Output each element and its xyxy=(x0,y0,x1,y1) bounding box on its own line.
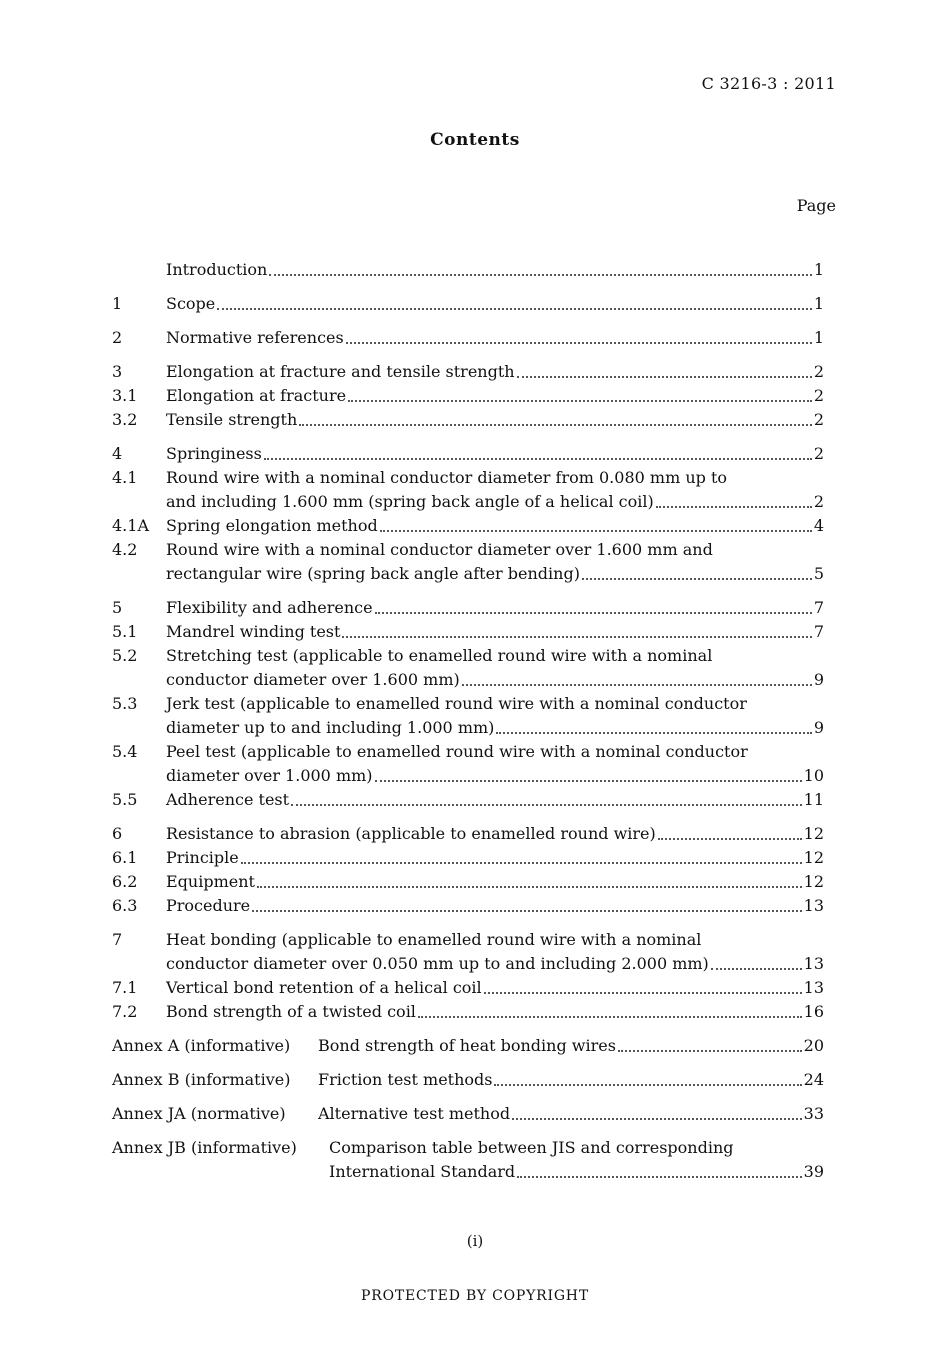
toc-section-number: 6 xyxy=(112,824,123,843)
toc-section-title: Adherence test xyxy=(166,790,290,809)
toc-dot-leader xyxy=(462,684,812,686)
toc-entry xyxy=(112,1068,824,1092)
toc-dot-leader xyxy=(291,804,802,806)
toc-section-title: Stretching test (applicable to enamelled round wire with a nominal xyxy=(166,646,713,665)
toc-section-title: conductor diameter over 1.600 mm) xyxy=(166,670,460,689)
toc-entry xyxy=(112,846,824,870)
toc-section-number: 4 xyxy=(112,444,123,463)
toc-dot-leader xyxy=(484,992,802,994)
toc-section-number: 5.1 xyxy=(112,622,138,641)
toc-dot-leader xyxy=(618,1050,802,1052)
toc-dot-leader xyxy=(252,910,802,912)
toc-section-number: 7.1 xyxy=(112,978,138,997)
toc-page-number: 2 xyxy=(813,492,824,511)
toc-annex-label: Annex B (informative) xyxy=(112,1070,291,1089)
toc-section-title: Procedure xyxy=(166,896,251,915)
toc-section-title: International Standard xyxy=(329,1162,516,1181)
toc-page-number: 12 xyxy=(803,872,824,891)
table-of-contents xyxy=(112,258,824,1184)
toc-section-title: Peel test (applicable to enamelled round wire with a nominal conductor xyxy=(166,742,748,761)
toc-page-number: 13 xyxy=(803,954,824,973)
toc-section-title: Vertical bond retention of a helical coil xyxy=(166,978,482,997)
toc-section-title: diameter up to and including 1.000 mm) xyxy=(166,718,495,737)
toc-entry xyxy=(112,258,824,282)
footer-copyright: PROTECTED BY COPYRIGHT xyxy=(361,1288,589,1304)
toc-section-title: Equipment xyxy=(166,872,255,891)
toc-section-title: Elongation at fracture xyxy=(166,386,347,405)
toc-section-title: Scope xyxy=(166,294,216,313)
toc-page-number: 10 xyxy=(803,766,824,785)
toc-entry xyxy=(112,870,824,894)
toc-entry xyxy=(112,620,824,644)
toc-section-title: Round wire with a nominal conductor diameter over 1.600 mm and xyxy=(166,540,713,559)
toc-dot-leader xyxy=(375,612,812,614)
toc-entry xyxy=(112,894,824,918)
toc-entry-continuation xyxy=(112,952,824,976)
toc-section-title: Flexibility and adherence xyxy=(166,598,373,617)
toc-section-title: Comparison table between JIS and corresponding xyxy=(329,1138,734,1157)
toc-dot-leader xyxy=(494,1084,801,1086)
toc-page-number: 1 xyxy=(813,328,824,347)
toc-page-number: 2 xyxy=(813,444,824,463)
toc-dot-leader xyxy=(348,400,812,402)
toc-section-title: Principle xyxy=(166,848,239,867)
toc-section-title: Friction test methods xyxy=(318,1070,493,1089)
toc-page-number: 2 xyxy=(813,386,824,405)
toc-section-number: 3.1 xyxy=(112,386,138,405)
toc-entry xyxy=(112,692,824,716)
toc-section-number: 4.1A xyxy=(112,516,149,535)
toc-section-title: Mandrel winding test xyxy=(166,622,341,641)
toc-section-number: 2 xyxy=(112,328,123,347)
toc-entry xyxy=(112,538,824,562)
toc-section-number: 6.1 xyxy=(112,848,138,867)
toc-section-title: conductor diameter over 0.050 mm up to and including 2.000 mm) xyxy=(166,954,709,973)
toc-page-number: 9 xyxy=(813,670,824,689)
toc-dot-leader xyxy=(375,780,802,782)
toc-section-title: Alternative test method xyxy=(318,1104,511,1123)
toc-section-number: 5.4 xyxy=(112,742,138,761)
toc-section-title: Introduction xyxy=(166,260,268,279)
toc-entry xyxy=(112,408,824,432)
toc-section-title: Bond strength of heat bonding wires xyxy=(318,1036,616,1055)
toc-entry xyxy=(112,596,824,620)
toc-dot-leader xyxy=(346,342,812,344)
toc-entry-continuation xyxy=(112,716,824,740)
footer-page-number: (i) xyxy=(466,1232,484,1250)
toc-section-number: 6.2 xyxy=(112,872,138,891)
toc-section-title: and including 1.600 mm (spring back angle of a helical coil) xyxy=(166,492,654,511)
toc-section-number: 5.5 xyxy=(112,790,138,809)
toc-annex-label: Annex JA (normative) xyxy=(112,1104,286,1123)
toc-dot-leader xyxy=(269,274,811,276)
toc-page-number: 5 xyxy=(813,564,824,583)
toc-section-title: Tensile strength xyxy=(166,410,298,429)
toc-entry xyxy=(112,788,824,812)
toc-page-number: 1 xyxy=(813,260,824,279)
toc-section-title: Jerk test (applicable to enamelled round wire with a nominal conductor xyxy=(166,694,747,713)
toc-section-number: 5.2 xyxy=(112,646,138,665)
toc-entry-continuation xyxy=(112,668,824,692)
toc-section-number: 3.2 xyxy=(112,410,138,429)
toc-entry xyxy=(112,740,824,764)
toc-dot-leader xyxy=(512,1118,802,1120)
toc-entry xyxy=(112,292,824,316)
toc-page-number: 24 xyxy=(803,1070,824,1089)
toc-dot-leader xyxy=(380,530,812,532)
toc-dot-leader xyxy=(711,968,802,970)
toc-section-number: 1 xyxy=(112,294,123,313)
toc-dot-leader xyxy=(299,424,812,426)
toc-annex-label: Annex A (informative) xyxy=(112,1036,291,1055)
toc-dot-leader xyxy=(656,506,812,508)
toc-section-title: Round wire with a nominal conductor diameter from 0.080 mm up to xyxy=(166,468,728,487)
toc-section-number: 7 xyxy=(112,930,123,949)
toc-page-number: 13 xyxy=(803,978,824,997)
toc-section-title: Normative references xyxy=(166,328,344,347)
toc-dot-leader xyxy=(517,1176,801,1178)
toc-entry xyxy=(112,514,824,538)
toc-entry-continuation xyxy=(112,562,824,586)
toc-page-number: 13 xyxy=(803,896,824,915)
toc-section-title: Heat bonding (applicable to enamelled round wire with a nominal xyxy=(166,930,702,949)
page-title: Contents xyxy=(430,130,520,150)
toc-entry xyxy=(112,384,824,408)
toc-dot-leader xyxy=(342,636,811,638)
toc-entry xyxy=(112,466,824,490)
toc-page-number: 12 xyxy=(803,848,824,867)
toc-page-number: 4 xyxy=(813,516,824,535)
toc-section-number: 4.1 xyxy=(112,468,138,487)
toc-entry xyxy=(112,976,824,1000)
toc-annex-label: Annex JB (informative) xyxy=(112,1138,297,1157)
toc-section-number: 5.3 xyxy=(112,694,138,713)
toc-entry-continuation xyxy=(112,1160,824,1184)
toc-page-number: 1 xyxy=(813,294,824,313)
toc-entry-continuation xyxy=(112,764,824,788)
toc-entry xyxy=(112,822,824,846)
toc-section-title: Resistance to abrasion (applicable to enamelled round wire) xyxy=(166,824,656,843)
toc-page-number: 2 xyxy=(813,410,824,429)
document-id: C 3216-3 : 2011 xyxy=(701,74,836,93)
toc-entry xyxy=(112,1102,824,1126)
page-column-label: Page xyxy=(796,196,836,215)
toc-dot-leader xyxy=(496,732,811,734)
toc-dot-leader xyxy=(241,862,802,864)
toc-entry xyxy=(112,928,824,952)
toc-section-number: 5 xyxy=(112,598,123,617)
toc-entry xyxy=(112,326,824,350)
toc-dot-leader xyxy=(517,376,812,378)
toc-page-number: 7 xyxy=(813,598,824,617)
toc-section-number: 6.3 xyxy=(112,896,138,915)
toc-dot-leader xyxy=(582,578,812,580)
toc-entry xyxy=(112,442,824,466)
toc-dot-leader xyxy=(658,838,802,840)
toc-dot-leader xyxy=(217,308,812,310)
toc-entry xyxy=(112,1034,824,1058)
toc-entry-continuation xyxy=(112,490,824,514)
toc-section-title: Spring elongation method xyxy=(166,516,378,535)
toc-entry xyxy=(112,1000,824,1024)
toc-page-number: 12 xyxy=(803,824,824,843)
toc-section-title: diameter over 1.000 mm) xyxy=(166,766,373,785)
toc-page-number: 20 xyxy=(803,1036,824,1055)
toc-page-number: 2 xyxy=(813,362,824,381)
toc-section-title: rectangular wire (spring back angle after bending) xyxy=(166,564,580,583)
toc-dot-leader xyxy=(257,886,802,888)
toc-section-title: Elongation at fracture and tensile strength xyxy=(166,362,515,381)
toc-dot-leader xyxy=(264,458,812,460)
toc-section-number: 7.2 xyxy=(112,1002,138,1021)
toc-entry xyxy=(112,360,824,384)
toc-section-title: Bond strength of a twisted coil xyxy=(166,1002,416,1021)
toc-section-number: 3 xyxy=(112,362,123,381)
toc-page-number: 39 xyxy=(803,1162,824,1181)
toc-page-number: 11 xyxy=(803,790,824,809)
toc-page-number: 16 xyxy=(803,1002,824,1021)
toc-dot-leader xyxy=(418,1016,802,1018)
toc-entry xyxy=(112,644,824,668)
toc-section-number: 4.2 xyxy=(112,540,138,559)
toc-page-number: 9 xyxy=(813,718,824,737)
toc-section-title: Springiness xyxy=(166,444,262,463)
toc-page-number: 7 xyxy=(813,622,824,641)
toc-entry xyxy=(112,1136,824,1160)
toc-page-number: 33 xyxy=(803,1104,824,1123)
